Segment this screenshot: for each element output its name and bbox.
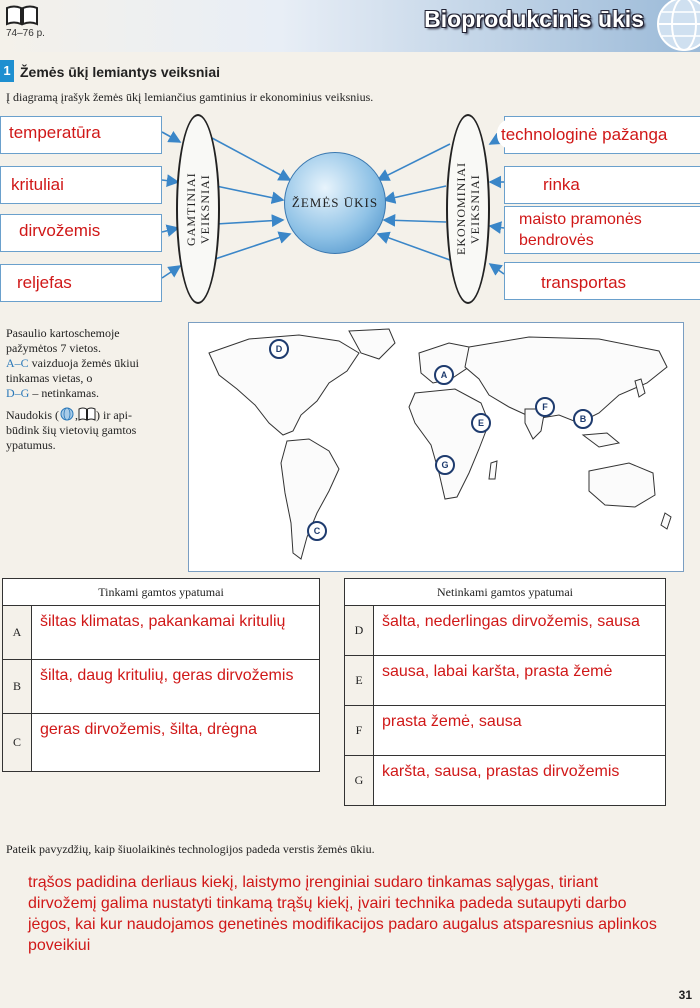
world-map (188, 322, 684, 572)
section-title: Žemės ūkį lemiantys veiksniai (20, 64, 220, 80)
natural-factor-box-4[interactable] (0, 264, 162, 302)
map-desc-text: – netinkamas. (29, 386, 99, 400)
row-letter: F (345, 706, 374, 756)
suitable-range: A–C (6, 356, 29, 370)
natural-factor-4: reljefas (17, 273, 72, 292)
unsuitable-answer-f[interactable]: prasta žemė, sausa (374, 706, 666, 756)
economic-factors-label: EKONOMINIAI VEIKSNIAI (454, 162, 482, 256)
exercise-answer[interactable]: trąšos padidina derliaus kiekį, laistymo įrenginiai sudaro tinkamas sąlygas, tiriant dirvožemį galima nustatyti tinkamą trąšų kiekį, įvairi technika padeda sutaupyti darbo jėgos, kai kur naudojamos genetinės modifikacijos padaro augalus atsparesnius aplinkos poveikiui (28, 874, 657, 954)
section-number: 1 (0, 60, 14, 82)
row-letter: D (345, 606, 374, 656)
suitable-table-header: Tinkami gamtos ypatumai (3, 579, 320, 606)
unsuitable-table-header: Netinkami gamtos ypatumai (345, 579, 666, 606)
exercise-instruction: Pateik pavyzdžių, kaip šiuolaikinės technologijos padeda verstis žemės ūkiu. (6, 842, 375, 856)
suitable-answer-b[interactable]: šilta, daug kritulių, geras dirvožemis (32, 660, 320, 714)
globe-icon (59, 407, 75, 421)
natural-factor-3: dirvožemis (19, 221, 101, 240)
suitable-features-table (2, 578, 320, 772)
unsuitable-answer-g[interactable]: karšta, sausa, prastas dirvožemis (374, 756, 666, 806)
agriculture-label: ŽEMĖS ŪKIS (291, 195, 379, 210)
map-desc-text: vaizduoja žemės ūkiui (28, 356, 139, 370)
unsuitable-answer-e[interactable]: sausa, labai karšta, prasta žemė (374, 656, 666, 706)
economic-factor-box-3[interactable] (504, 206, 700, 254)
page-number: 31 (678, 988, 692, 1002)
economic-factor-2: rinka (543, 175, 580, 194)
map-marker-e[interactable]: E (471, 413, 491, 433)
map-desc-line (6, 386, 186, 401)
map-desc-line: būdink šių vietovių gamtos (6, 423, 137, 437)
map-description (6, 326, 186, 453)
map-marker-a[interactable]: A (434, 365, 454, 385)
natural-factor-box-3[interactable] (0, 214, 162, 252)
row-letter: G (345, 756, 374, 806)
natural-factor-1: temperatūra (9, 123, 101, 142)
book-icon (5, 4, 39, 31)
map-desc-line: Naudokis ( , ) ir api- (6, 408, 132, 422)
economic-factor-box-4[interactable] (504, 262, 700, 300)
map-desc-text: ) ir api- (96, 408, 132, 422)
unsuitable-features-table (344, 578, 666, 806)
suitable-answer-a[interactable]: šiltas klimatas, pakankamai kritulių (32, 606, 320, 660)
page-title: Bioprodukcinis ūkis (424, 6, 644, 32)
task-instruction: Į diagramą įrašyk žemės ūkį lemiančius gamtinius ir ekonominius veiksnius. (6, 90, 374, 104)
unsuitable-range: D–G (6, 386, 30, 400)
natural-factors-ellipse (176, 114, 220, 304)
map-marker-b[interactable]: B (573, 409, 593, 429)
map-desc-text: Naudokis ( (6, 408, 59, 422)
natural-factors-label: GAMTINIAI VEIKSNIAI (184, 172, 212, 246)
economic-factor-3: maisto pramonės bendrovės (519, 211, 642, 249)
book-icon (78, 407, 96, 421)
economic-factor-1: technologinė pažanga (501, 125, 668, 144)
suitable-answer-c[interactable]: geras dirvožemis, šilta, drėgna (32, 714, 320, 772)
map-desc-line: ypatumus. (6, 438, 56, 452)
map-desc-line: Pasaulio kartoschemoje (6, 326, 120, 340)
row-letter: A (3, 606, 32, 660)
row-letter: E (345, 656, 374, 706)
row-letter: C (3, 714, 32, 772)
agriculture-circle (284, 152, 386, 254)
map-marker-c[interactable]: C (307, 521, 327, 541)
unsuitable-answer-d[interactable]: šalta, nederlingas dirvožemis, sausa (374, 606, 666, 656)
map-marker-f[interactable]: F (535, 397, 555, 417)
economic-factor-box-2[interactable] (504, 166, 700, 204)
map-marker-g[interactable]: G (435, 455, 455, 475)
economic-factor-box-1[interactable] (501, 116, 700, 154)
natural-factor-box-2[interactable] (0, 166, 162, 204)
economic-factor-4: transportas (541, 273, 627, 292)
row-letter: B (3, 660, 32, 714)
page-reference: 74–76 p. (6, 28, 45, 39)
map-desc-line (6, 356, 186, 371)
economic-factors-ellipse (446, 114, 490, 304)
map-desc-line: tinkamas vietas, o (6, 371, 93, 385)
map-desc-line: pažymėtos 7 vietos. (6, 341, 101, 355)
natural-factor-2: krituliai (11, 175, 64, 194)
map-marker-d[interactable]: D (269, 339, 289, 359)
globe-icon (654, 0, 700, 59)
natural-factor-box-1[interactable] (0, 116, 162, 154)
world-map-outline (189, 323, 683, 571)
